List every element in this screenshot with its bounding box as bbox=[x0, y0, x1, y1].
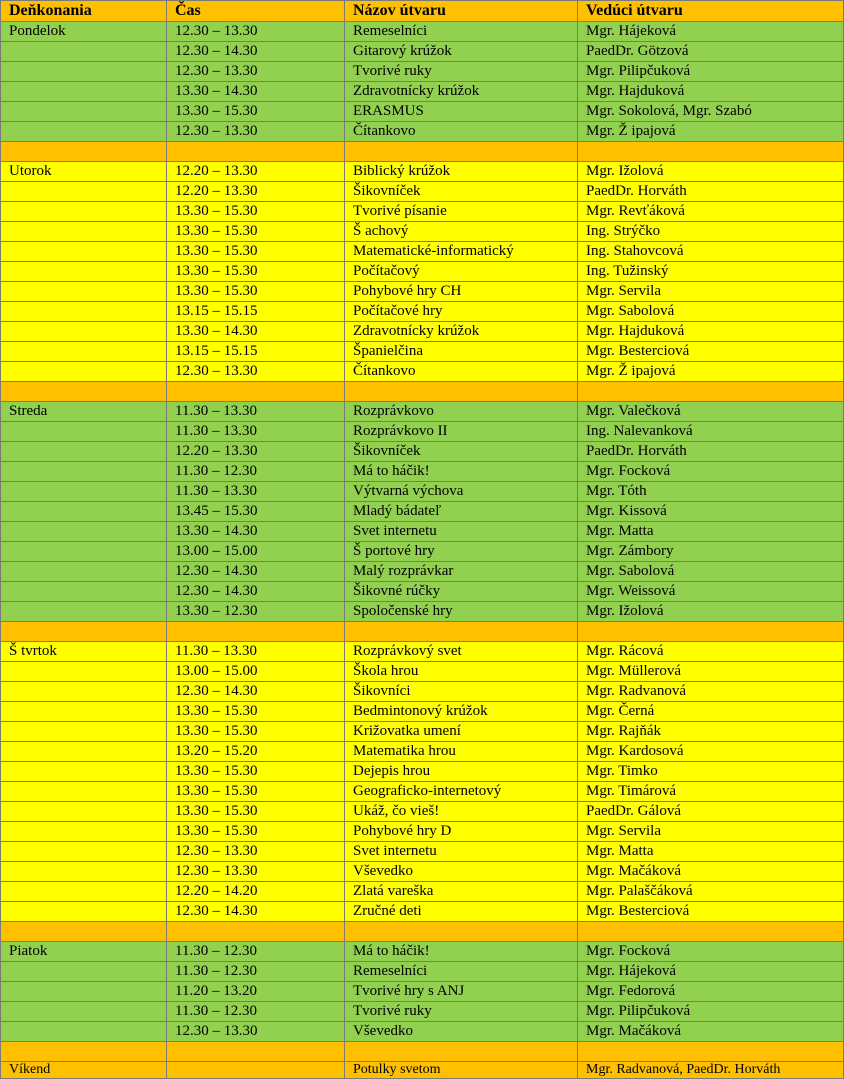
day-cell bbox=[1, 422, 167, 442]
activity-cell: Svet internetu bbox=[345, 842, 578, 862]
table-row bbox=[1, 182, 844, 202]
activity-cell: ERASMUS bbox=[345, 102, 578, 122]
time-cell: 13.30 – 15.30 bbox=[167, 222, 345, 242]
day-cell bbox=[1, 762, 167, 782]
day-cell bbox=[1, 202, 167, 222]
leader-cell: Ing. Stahovcová bbox=[578, 242, 844, 262]
time-cell: 12.30 – 14.30 bbox=[167, 562, 345, 582]
day-cell bbox=[1, 782, 167, 802]
day-cell bbox=[1, 282, 167, 302]
leader-cell: PaedDr. Gálová bbox=[578, 802, 844, 822]
leader-cell: Mgr. Rajňák bbox=[578, 722, 844, 742]
activity-cell: Ukáž, čo vieš! bbox=[345, 802, 578, 822]
table-row bbox=[1, 402, 844, 422]
activity-cell: Križovatka umení bbox=[345, 722, 578, 742]
day-cell: Streda bbox=[1, 402, 167, 422]
time-cell: 13.30 – 12.30 bbox=[167, 602, 345, 622]
separator-cell bbox=[578, 922, 844, 942]
activity-cell: Má to háčik! bbox=[345, 942, 578, 962]
activity-cell: Remeselníci bbox=[345, 962, 578, 982]
table-row bbox=[1, 662, 844, 682]
header-time: Čas bbox=[167, 1, 345, 22]
time-cell: 13.30 – 15.30 bbox=[167, 262, 345, 282]
leader-cell: Mgr. Černá bbox=[578, 702, 844, 722]
table-row bbox=[1, 722, 844, 742]
time-cell: 11.30 – 12.30 bbox=[167, 462, 345, 482]
activity-cell: Rozprávkovo II bbox=[345, 422, 578, 442]
activity-cell: Čítankovo bbox=[345, 122, 578, 142]
day-cell bbox=[1, 902, 167, 922]
activity-cell: Šikovníci bbox=[345, 682, 578, 702]
leader-cell: Mgr. Sokolová, Mgr. Szabó bbox=[578, 102, 844, 122]
separator-cell bbox=[345, 382, 578, 402]
day-cell bbox=[1, 542, 167, 562]
time-cell: 13.20 – 15.20 bbox=[167, 742, 345, 762]
table-row bbox=[1, 942, 844, 962]
time-cell: 13.30 – 15.30 bbox=[167, 282, 345, 302]
activity-cell: Potulky svetom bbox=[345, 1062, 578, 1079]
activity-cell: Mladý bádateľ bbox=[345, 502, 578, 522]
leader-cell: PaedDr. Horváth bbox=[578, 182, 844, 202]
activity-cell: Gitarový krúžok bbox=[345, 42, 578, 62]
table-row bbox=[1, 582, 844, 602]
time-cell: 12.20 – 14.20 bbox=[167, 882, 345, 902]
day-cell bbox=[1, 502, 167, 522]
table-row bbox=[1, 282, 844, 302]
separator-row bbox=[1, 142, 844, 162]
header-leader: Vedúci útvaru bbox=[578, 1, 844, 22]
table-row bbox=[1, 322, 844, 342]
separator-row bbox=[1, 622, 844, 642]
activity-cell: Remeselníci bbox=[345, 22, 578, 42]
leader-cell: Mgr. Matta bbox=[578, 842, 844, 862]
leader-cell: Mgr. Radvanová, PaedDr. Horváth bbox=[578, 1062, 844, 1079]
day-cell bbox=[1, 602, 167, 622]
leader-cell: Mgr. Tóth bbox=[578, 482, 844, 502]
separator-cell bbox=[167, 922, 345, 942]
separator-cell bbox=[167, 382, 345, 402]
time-cell: 13.30 – 15.30 bbox=[167, 782, 345, 802]
table-row bbox=[1, 502, 844, 522]
leader-cell: Ing. Nalevanková bbox=[578, 422, 844, 442]
leader-cell: Mgr. Revťáková bbox=[578, 202, 844, 222]
time-cell: 11.30 – 12.30 bbox=[167, 1002, 345, 1022]
table-row bbox=[1, 342, 844, 362]
leader-cell: Mgr. Weissová bbox=[578, 582, 844, 602]
separator-row bbox=[1, 1042, 844, 1062]
leader-cell: Mgr. Radvanová bbox=[578, 682, 844, 702]
time-cell bbox=[167, 1062, 345, 1079]
activity-cell: Škola hrou bbox=[345, 662, 578, 682]
time-cell: 12.20 – 13.30 bbox=[167, 162, 345, 182]
table-row bbox=[1, 102, 844, 122]
separator-cell bbox=[345, 622, 578, 642]
time-cell: 12.20 – 13.30 bbox=[167, 442, 345, 462]
activity-cell: Spoločenské hry bbox=[345, 602, 578, 622]
time-cell: 13.00 – 15.00 bbox=[167, 662, 345, 682]
schedule-body bbox=[1, 22, 844, 1079]
separator-cell bbox=[345, 1042, 578, 1062]
leader-cell: Mgr. Valečková bbox=[578, 402, 844, 422]
leader-cell: Mgr. Mačáková bbox=[578, 1022, 844, 1042]
table-row bbox=[1, 562, 844, 582]
leader-cell: Mgr. Hajduková bbox=[578, 82, 844, 102]
activity-cell: Zdravotnícky krúžok bbox=[345, 322, 578, 342]
activity-cell: Dejepis hrou bbox=[345, 762, 578, 782]
separator-cell bbox=[345, 922, 578, 942]
leader-cell: Mgr. Hájeková bbox=[578, 22, 844, 42]
day-cell bbox=[1, 1022, 167, 1042]
activity-cell: Tvorivé ruky bbox=[345, 1002, 578, 1022]
table-row bbox=[1, 362, 844, 382]
separator-cell bbox=[1, 142, 167, 162]
table-row bbox=[1, 122, 844, 142]
activity-cell: Pohybové hry CH bbox=[345, 282, 578, 302]
day-cell: Pondelok bbox=[1, 22, 167, 42]
table-row bbox=[1, 422, 844, 442]
day-cell bbox=[1, 182, 167, 202]
activity-cell: Tvorivé ruky bbox=[345, 62, 578, 82]
leader-cell: Mgr. Ižolová bbox=[578, 602, 844, 622]
activity-cell: Matematické-informatický bbox=[345, 242, 578, 262]
day-cell bbox=[1, 522, 167, 542]
separator-cell bbox=[345, 142, 578, 162]
table-row bbox=[1, 202, 844, 222]
activity-cell: Tvorivé hry s ANJ bbox=[345, 982, 578, 1002]
table-row bbox=[1, 522, 844, 542]
time-cell: 12.30 – 13.30 bbox=[167, 862, 345, 882]
day-cell bbox=[1, 322, 167, 342]
table-row bbox=[1, 242, 844, 262]
day-cell bbox=[1, 242, 167, 262]
time-cell: 12.30 – 13.30 bbox=[167, 122, 345, 142]
day-cell bbox=[1, 682, 167, 702]
leader-cell: Mgr. Ž ipajová bbox=[578, 362, 844, 382]
day-cell bbox=[1, 222, 167, 242]
separator-cell bbox=[578, 622, 844, 642]
separator-cell bbox=[578, 142, 844, 162]
table-row bbox=[1, 1002, 844, 1022]
day-cell bbox=[1, 802, 167, 822]
day-cell bbox=[1, 362, 167, 382]
activity-cell: Biblický krúžok bbox=[345, 162, 578, 182]
leader-cell: Mgr. Focková bbox=[578, 942, 844, 962]
activity-cell: Výtvarná výchova bbox=[345, 482, 578, 502]
day-cell bbox=[1, 962, 167, 982]
leader-cell: Mgr. Pilipčuková bbox=[578, 62, 844, 82]
day-cell bbox=[1, 122, 167, 142]
time-cell: 13.30 – 15.30 bbox=[167, 702, 345, 722]
header-day: Deňkonania bbox=[1, 1, 167, 22]
time-cell: 13.30 – 15.30 bbox=[167, 102, 345, 122]
day-cell bbox=[1, 882, 167, 902]
day-cell bbox=[1, 1002, 167, 1022]
table-row bbox=[1, 962, 844, 982]
table-row bbox=[1, 822, 844, 842]
leader-cell: PaedDr. Götzová bbox=[578, 42, 844, 62]
separator-cell bbox=[167, 622, 345, 642]
activity-cell: Pohybové hry D bbox=[345, 822, 578, 842]
table-row bbox=[1, 42, 844, 62]
day-cell: Š tvrtok bbox=[1, 642, 167, 662]
leader-cell: Mgr. Focková bbox=[578, 462, 844, 482]
table-row bbox=[1, 62, 844, 82]
weekend-row bbox=[1, 1062, 844, 1079]
day-cell bbox=[1, 262, 167, 282]
leader-cell: Mgr. Ižolová bbox=[578, 162, 844, 182]
time-cell: 12.30 – 13.30 bbox=[167, 842, 345, 862]
day-cell bbox=[1, 982, 167, 1002]
header-activity: Názov útvaru bbox=[345, 1, 578, 22]
day-cell bbox=[1, 462, 167, 482]
time-cell: 12.30 – 13.30 bbox=[167, 362, 345, 382]
activity-cell: Počítačový bbox=[345, 262, 578, 282]
day-cell bbox=[1, 862, 167, 882]
table-row bbox=[1, 482, 844, 502]
time-cell: 13.30 – 15.30 bbox=[167, 822, 345, 842]
activity-cell: Rozprávkovo bbox=[345, 402, 578, 422]
leader-cell: Mgr. Mačáková bbox=[578, 862, 844, 882]
leader-cell: Mgr. Müllerová bbox=[578, 662, 844, 682]
activity-cell: Zlatá vareška bbox=[345, 882, 578, 902]
table-row bbox=[1, 982, 844, 1002]
time-cell: 11.30 – 13.30 bbox=[167, 402, 345, 422]
activity-cell: Malý rozprávkar bbox=[345, 562, 578, 582]
activity-cell: Šikovníček bbox=[345, 182, 578, 202]
table-row bbox=[1, 842, 844, 862]
activity-cell: Vševedko bbox=[345, 1022, 578, 1042]
leader-cell: Mgr. Timko bbox=[578, 762, 844, 782]
day-cell bbox=[1, 842, 167, 862]
time-cell: 13.30 – 14.30 bbox=[167, 522, 345, 542]
day-cell bbox=[1, 442, 167, 462]
day-cell: Víkend bbox=[1, 1062, 167, 1079]
day-cell bbox=[1, 722, 167, 742]
activity-cell: Má to háčik! bbox=[345, 462, 578, 482]
activity-cell: Bedmintonový krúžok bbox=[345, 702, 578, 722]
table-row bbox=[1, 542, 844, 562]
day-cell bbox=[1, 302, 167, 322]
leader-cell: Mgr. Kissová bbox=[578, 502, 844, 522]
separator-cell bbox=[1, 1042, 167, 1062]
table-row bbox=[1, 262, 844, 282]
separator-cell bbox=[578, 1042, 844, 1062]
activity-cell: Š portové hry bbox=[345, 542, 578, 562]
leader-cell: Mgr. Kardosová bbox=[578, 742, 844, 762]
leader-cell: PaedDr. Horváth bbox=[578, 442, 844, 462]
table-row bbox=[1, 762, 844, 782]
activity-cell: Matematika hrou bbox=[345, 742, 578, 762]
time-cell: 12.30 – 13.30 bbox=[167, 62, 345, 82]
day-cell bbox=[1, 42, 167, 62]
table-row bbox=[1, 1022, 844, 1042]
separator-row bbox=[1, 922, 844, 942]
table-row bbox=[1, 222, 844, 242]
table-row bbox=[1, 22, 844, 42]
time-cell: 11.30 – 13.30 bbox=[167, 422, 345, 442]
day-cell bbox=[1, 582, 167, 602]
leader-cell: Mgr. Servila bbox=[578, 282, 844, 302]
time-cell: 12.30 – 14.30 bbox=[167, 682, 345, 702]
activity-cell: Vševedko bbox=[345, 862, 578, 882]
day-cell bbox=[1, 562, 167, 582]
day-cell bbox=[1, 742, 167, 762]
day-cell bbox=[1, 62, 167, 82]
time-cell: 11.30 – 12.30 bbox=[167, 962, 345, 982]
time-cell: 13.30 – 15.30 bbox=[167, 202, 345, 222]
leader-cell: Mgr. Hájeková bbox=[578, 962, 844, 982]
leader-cell: Mgr. Besterciová bbox=[578, 902, 844, 922]
time-cell: 12.30 – 14.30 bbox=[167, 42, 345, 62]
table-row bbox=[1, 162, 844, 182]
activity-cell: Počítačové hry bbox=[345, 302, 578, 322]
time-cell: 11.30 – 13.30 bbox=[167, 642, 345, 662]
activity-cell: Svet internetu bbox=[345, 522, 578, 542]
activity-cell: Rozprávkový svet bbox=[345, 642, 578, 662]
activity-cell: Geograficko-internetový bbox=[345, 782, 578, 802]
table-row bbox=[1, 902, 844, 922]
table-row bbox=[1, 702, 844, 722]
time-cell: 13.30 – 15.30 bbox=[167, 242, 345, 262]
table-row bbox=[1, 442, 844, 462]
time-cell: 11.30 – 13.30 bbox=[167, 482, 345, 502]
separator-cell bbox=[578, 382, 844, 402]
activity-cell: Zručné deti bbox=[345, 902, 578, 922]
day-cell bbox=[1, 82, 167, 102]
leader-cell: Mgr. Matta bbox=[578, 522, 844, 542]
leader-cell: Mgr. Servila bbox=[578, 822, 844, 842]
day-cell bbox=[1, 342, 167, 362]
table-row bbox=[1, 802, 844, 822]
table-row bbox=[1, 462, 844, 482]
day-cell bbox=[1, 822, 167, 842]
activity-cell: Zdravotnícky krúžok bbox=[345, 82, 578, 102]
leader-cell: Mgr. Ž ipajová bbox=[578, 122, 844, 142]
day-cell bbox=[1, 482, 167, 502]
table-row bbox=[1, 882, 844, 902]
time-cell: 13.30 – 15.30 bbox=[167, 762, 345, 782]
table-row bbox=[1, 862, 844, 882]
header-row bbox=[1, 1, 844, 22]
activity-cell: Šikovníček bbox=[345, 442, 578, 462]
time-cell: 13.30 – 15.30 bbox=[167, 802, 345, 822]
time-cell: 12.30 – 13.30 bbox=[167, 22, 345, 42]
time-cell: 11.20 – 13.20 bbox=[167, 982, 345, 1002]
leader-cell: Mgr. Timárová bbox=[578, 782, 844, 802]
time-cell: 11.30 – 12.30 bbox=[167, 942, 345, 962]
table-row bbox=[1, 782, 844, 802]
day-cell: Utorok bbox=[1, 162, 167, 182]
time-cell: 13.30 – 14.30 bbox=[167, 322, 345, 342]
activity-cell: Španielčina bbox=[345, 342, 578, 362]
separator-cell bbox=[1, 922, 167, 942]
leader-cell: Ing. Tužinský bbox=[578, 262, 844, 282]
leader-cell: Mgr. Hajduková bbox=[578, 322, 844, 342]
time-cell: 13.00 – 15.00 bbox=[167, 542, 345, 562]
day-cell bbox=[1, 662, 167, 682]
leader-cell: Mgr. Palaščáková bbox=[578, 882, 844, 902]
table-row bbox=[1, 642, 844, 662]
leader-cell: Mgr. Rácová bbox=[578, 642, 844, 662]
leader-cell: Mgr. Fedorová bbox=[578, 982, 844, 1002]
day-cell: Piatok bbox=[1, 942, 167, 962]
separator-cell bbox=[167, 1042, 345, 1062]
activity-cell: Tvorivé písanie bbox=[345, 202, 578, 222]
activity-cell: Š achový bbox=[345, 222, 578, 242]
table-row bbox=[1, 742, 844, 762]
leader-cell: Mgr. Pilipčuková bbox=[578, 1002, 844, 1022]
day-cell bbox=[1, 702, 167, 722]
leader-cell: Mgr. Sabolová bbox=[578, 302, 844, 322]
time-cell: 12.30 – 13.30 bbox=[167, 1022, 345, 1042]
table-row bbox=[1, 82, 844, 102]
separator-cell bbox=[1, 382, 167, 402]
leader-cell: Mgr. Zámbory bbox=[578, 542, 844, 562]
time-cell: 12.30 – 14.30 bbox=[167, 902, 345, 922]
time-cell: 13.30 – 15.30 bbox=[167, 722, 345, 742]
time-cell: 13.15 – 15.15 bbox=[167, 342, 345, 362]
time-cell: 13.45 – 15.30 bbox=[167, 502, 345, 522]
table-row bbox=[1, 302, 844, 322]
leader-cell: Mgr. Sabolová bbox=[578, 562, 844, 582]
activity-cell: Čítankovo bbox=[345, 362, 578, 382]
time-cell: 12.30 – 14.30 bbox=[167, 582, 345, 602]
table-row bbox=[1, 602, 844, 622]
activity-cell: Šikovné rúčky bbox=[345, 582, 578, 602]
table-row bbox=[1, 682, 844, 702]
separator-cell bbox=[167, 142, 345, 162]
time-cell: 12.20 – 13.30 bbox=[167, 182, 345, 202]
day-cell bbox=[1, 102, 167, 122]
time-cell: 13.15 – 15.15 bbox=[167, 302, 345, 322]
separator-cell bbox=[1, 622, 167, 642]
leader-cell: Mgr. Besterciová bbox=[578, 342, 844, 362]
separator-row bbox=[1, 382, 844, 402]
leader-cell: Ing. Strýčko bbox=[578, 222, 844, 242]
time-cell: 13.30 – 14.30 bbox=[167, 82, 345, 102]
